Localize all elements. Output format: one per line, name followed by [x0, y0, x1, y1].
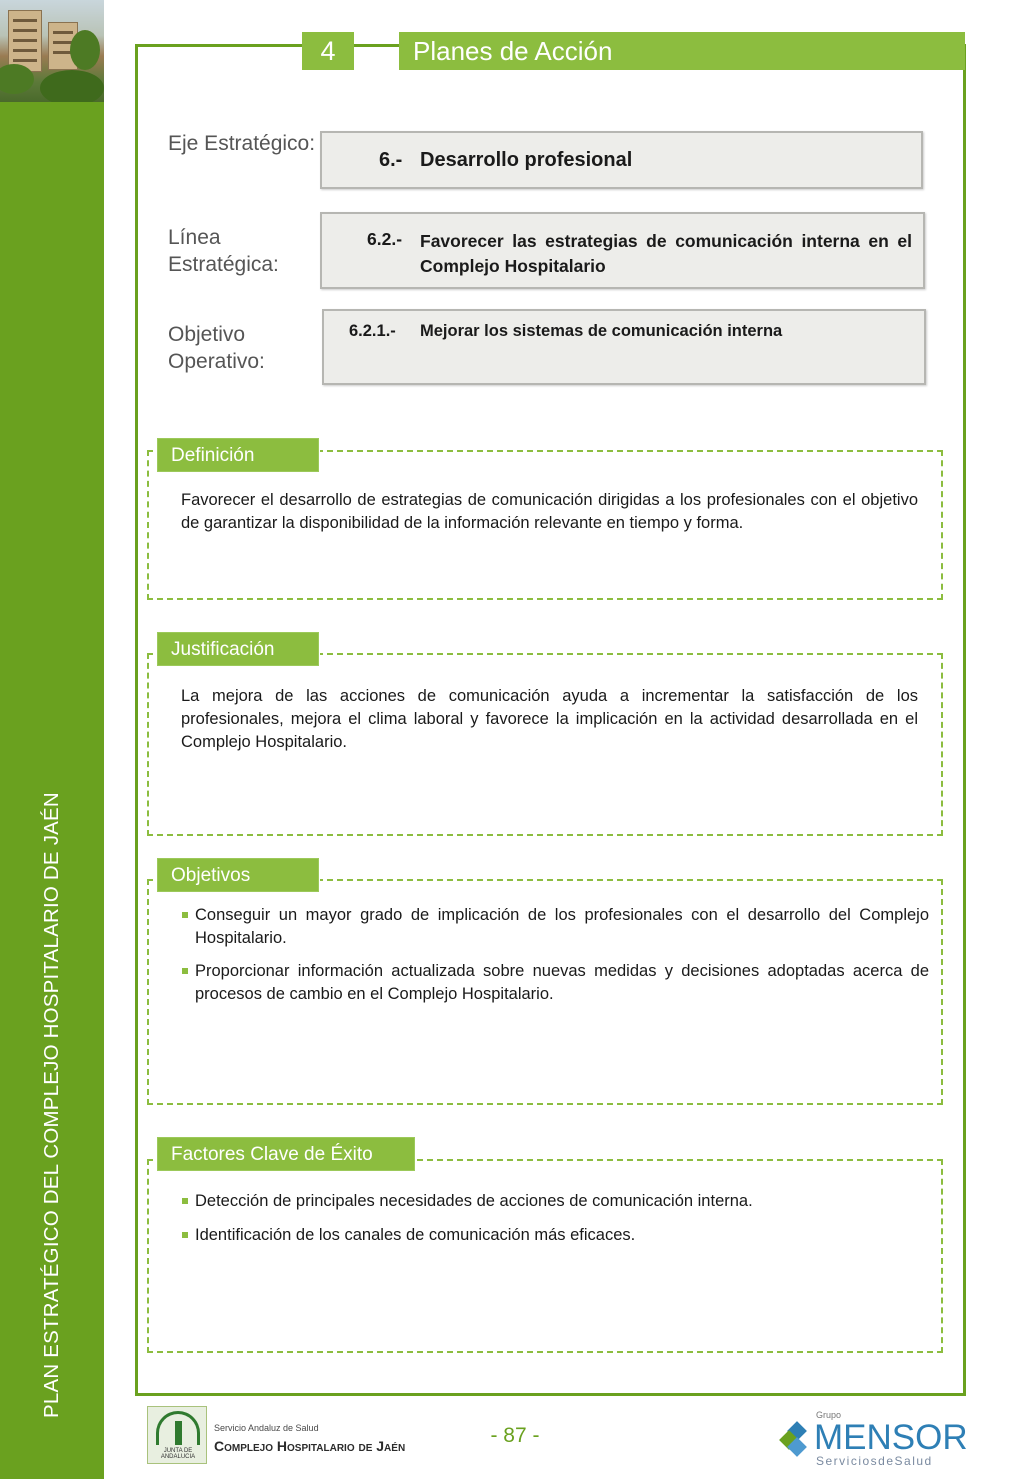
page-number: - 87 - [490, 1424, 540, 1447]
eje-label: Eje Estratégico: [168, 132, 316, 155]
section-number: 4 [302, 32, 354, 70]
objetivo-box [322, 309, 926, 385]
linea-number: 6.2.- [367, 229, 403, 249]
factores-list [182, 1190, 929, 1247]
hospital-name: Complejo Hospitalario de Jaén [214, 1438, 406, 1454]
bullet-square-icon [182, 912, 188, 918]
list-item: Proporcionar información actualizada sobre nuevas medidas y decisiones adoptadas acerca de procesos de cambio en el Complejo Hospitalario. [182, 960, 929, 1006]
mensor-name: MENSOR [814, 1418, 968, 1457]
justificacion-heading: Justificación [157, 632, 319, 666]
eje-text: Desarrollo profesional [420, 149, 633, 171]
bullet-square-icon [182, 1198, 188, 1204]
junta-andalucia-emblem-icon: JUNTA DE ANDALUCIA [147, 1406, 207, 1464]
sidebar [0, 0, 104, 1479]
mensor-mark-icon [782, 1424, 812, 1454]
factores-heading: Factores Clave de Éxito [157, 1137, 415, 1171]
eje-number: 6.- [379, 149, 403, 171]
list-item: Identificación de los canales de comunicación más eficaces. [182, 1224, 929, 1247]
linea-label: Línea Estratégica: [168, 226, 279, 276]
bullet-square-icon [182, 1232, 188, 1238]
objetivo-text: Mejorar los sistemas de comunicación interna [420, 322, 783, 340]
objetivo-label: Objetivo Operativo: [168, 323, 265, 373]
bullet-square-icon [182, 968, 188, 974]
objetivos-list [182, 904, 929, 1006]
linea-text: Favorecer las estrategias de comunicación interna en el Complejo Hospitalario [420, 231, 912, 276]
list-item: Detección de principales necesidades de acciones de comunicación interna. [182, 1190, 929, 1213]
section-title: Planes de Acción [399, 32, 965, 70]
definicion-heading: Definición [157, 438, 319, 472]
eje-box [320, 131, 923, 189]
linea-box [320, 212, 925, 289]
document-title-vertical: PLAN ESTRATÉGICO DEL COMPLEJO HOSPITALARIO DE JAÉN [40, 792, 63, 1418]
mensor-tagline: ServiciosdeSalud [816, 1454, 933, 1468]
mensor-logo [782, 1410, 968, 1470]
hospital-photo [0, 0, 104, 102]
factores-box [147, 1159, 943, 1353]
list-item: Conseguir un mayor grado de implicación de los profesionales con el desarrollo del Complejo Hospitalario. [182, 904, 929, 950]
objetivos-heading: Objetivos [157, 858, 319, 892]
objetivo-number: 6.2.1.- [349, 322, 396, 340]
mensor-grupo-label: Grupo [816, 1410, 842, 1420]
sas-logo [147, 1406, 406, 1464]
sas-name: Servicio Andaluz de Salud [214, 1423, 319, 1433]
justificacion-text: La mejora de las acciones de comunicación ayuda a incrementar la satisfacción de los profesionales, mejora el clima laboral y favorece la implicación en la actividad desarrollada en el Complejo Hospitalario. [181, 687, 918, 751]
definicion-text: Favorecer el desarrollo de estrategias de comunicación dirigidas a los profesionales con el objetivo de garantizar la disponibilidad de la información relevante en tiempo y forma. [181, 491, 918, 532]
